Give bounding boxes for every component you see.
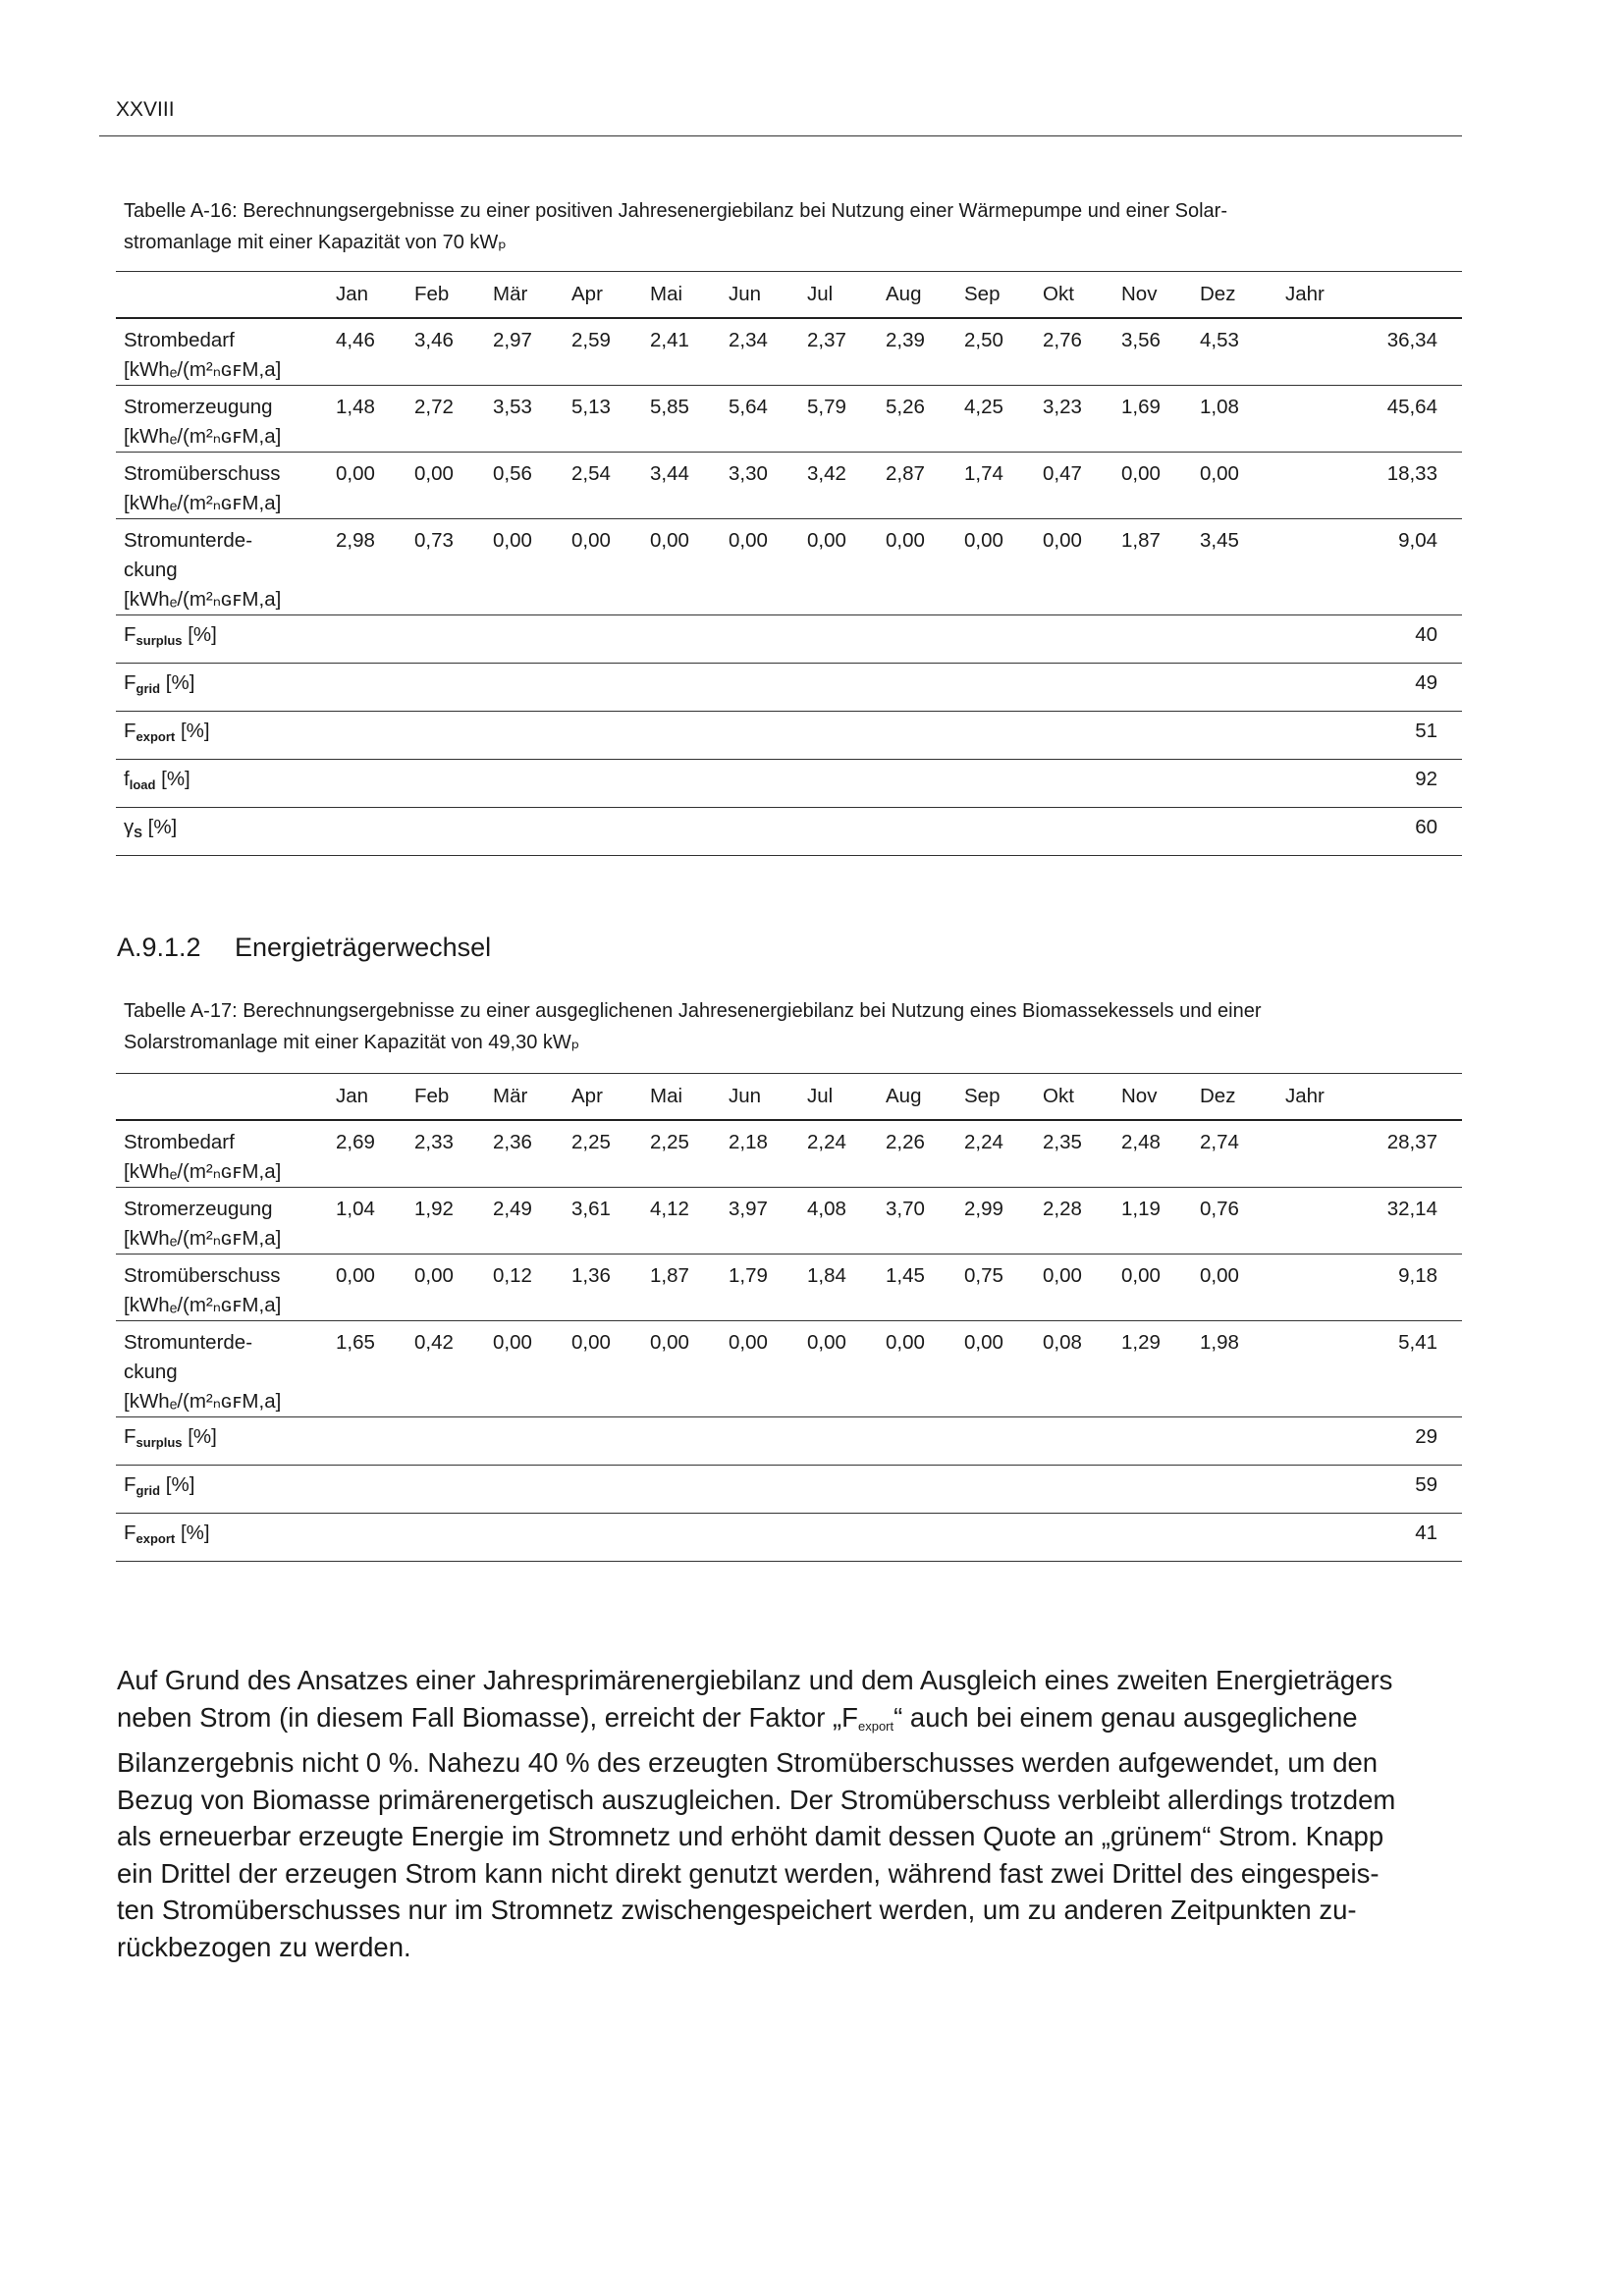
row-label-line: [kWhₑ/(m²ₙɢꜰM,a] — [124, 1294, 282, 1316]
row-label-line: [kWhₑ/(m²ₙɢꜰM,a] — [124, 425, 282, 448]
column-header: Dez — [1200, 1085, 1236, 1107]
row-label-line: Strombedarf — [124, 1131, 235, 1153]
column-header: Jul — [807, 1085, 834, 1107]
year-total-cell: 5,41 — [1398, 1331, 1437, 1354]
paragraph-line: Auf Grund des Ansatzes einer Jahresprimärenergiebilanz und dem Ausgleich eines zweiten Energieträgers — [117, 1665, 1393, 1695]
table-cell: 4,53 — [1200, 329, 1239, 351]
factor-symbol: f — [124, 768, 130, 790]
table-cell: 0,00 — [1121, 462, 1161, 485]
table-cell: 0,76 — [1200, 1198, 1239, 1220]
year-total-cell: 28,37 — [1386, 1131, 1437, 1153]
factor-label — [116, 1417, 1278, 1466]
factor-symbol: F — [124, 671, 136, 694]
row-label-line: Stromüberschuss — [124, 462, 281, 485]
column-header: Dez — [1200, 283, 1236, 305]
row-label-line: [kWhₑ/(m²ₙɢꜰM,a] — [124, 1227, 282, 1250]
table-cell: 2,28 — [1043, 1198, 1082, 1220]
row-label-line: Stromüberschuss — [124, 1264, 281, 1287]
table-cell: 2,49 — [493, 1198, 532, 1220]
factor-subscript: grid — [135, 681, 161, 696]
paragraph-subscript: export — [857, 1718, 894, 1734]
table-cell: 3,46 — [414, 329, 454, 351]
table-row — [116, 1120, 1462, 1188]
table-cell: 1,69 — [1121, 396, 1161, 418]
table-cell: 0,00 — [964, 1331, 1003, 1354]
table-cell: 5,64 — [729, 396, 768, 418]
paragraph-line — [117, 1699, 1437, 1745]
factor-unit: [%] — [155, 768, 190, 790]
table-cell: 0,56 — [493, 462, 532, 485]
row-label-line: [kWhₑ/(m²ₙɢꜰM,a] — [124, 1390, 282, 1413]
table-a16-caption — [124, 195, 1430, 258]
factor-label — [116, 1514, 1278, 1562]
row-label-line: Stromunterde- — [124, 1331, 253, 1354]
table-row — [116, 1255, 1462, 1321]
year-total-cell: 9,18 — [1398, 1264, 1437, 1287]
table-cell: 2,69 — [336, 1131, 375, 1153]
caption-line: Solarstromanlage mit einer Kapazität von 49,30 kWₚ — [124, 1032, 580, 1053]
table-cell: 2,25 — [571, 1131, 611, 1153]
table-cell: 0,00 — [571, 1331, 611, 1354]
table-cell: 1,87 — [1121, 529, 1161, 552]
table-cell: 0,00 — [336, 462, 375, 485]
factor-row — [116, 808, 1462, 856]
table-row — [116, 519, 1462, 615]
factor-value: 60 — [1415, 816, 1437, 838]
table-cell: 2,59 — [571, 329, 611, 351]
table-cell: 3,30 — [729, 462, 768, 485]
table-cell: 0,00 — [729, 529, 768, 552]
row-label — [116, 453, 336, 519]
factor-symbol: F — [124, 1522, 136, 1544]
factor-label — [116, 712, 1278, 760]
year-total-cell: 18,33 — [1386, 462, 1437, 485]
table-cell: 3,97 — [729, 1198, 768, 1220]
factor-symbol: γ — [124, 816, 135, 838]
caption-line: Tabelle A-16: Berechnungsergebnisse zu einer positiven Jahresenergiebilanz bei Nutzung einer Wärmepumpe und einer Solar- — [124, 200, 1227, 222]
table-cell: 4,08 — [807, 1198, 846, 1220]
column-header: Nov — [1121, 283, 1158, 305]
table-cell: 2,41 — [650, 329, 689, 351]
row-label-line: Stromerzeugung — [124, 1198, 273, 1220]
table-cell: 1,92 — [414, 1198, 454, 1220]
year-total-cell: 45,64 — [1386, 396, 1437, 418]
table-row — [116, 318, 1462, 386]
factor-row — [116, 760, 1462, 808]
table-cell: 2,33 — [414, 1131, 454, 1153]
factor-label — [116, 808, 1278, 856]
factor-label — [116, 664, 1278, 712]
paragraph-text: “ auch bei einem genau ausgeglichene — [893, 1701, 1358, 1733]
table-cell: 0,00 — [886, 1331, 925, 1354]
table-cell: 5,26 — [886, 396, 925, 418]
table-cell: 3,61 — [571, 1198, 611, 1220]
table-row — [116, 386, 1462, 453]
row-label — [116, 519, 336, 615]
factor-symbol: F — [124, 1473, 136, 1496]
table-cell: 0,00 — [1043, 1264, 1082, 1287]
row-label-line: Stromunterde- — [124, 529, 253, 552]
table-cell: 1,04 — [336, 1198, 375, 1220]
table-cell: 1,19 — [1121, 1198, 1161, 1220]
table-cell: 5,13 — [571, 396, 611, 418]
column-header: Mai — [650, 1085, 683, 1107]
row-label-line: [kWhₑ/(m²ₙɢꜰM,a] — [124, 358, 282, 381]
table-cell: 2,34 — [729, 329, 768, 351]
factor-subscript: surplus — [135, 1435, 183, 1450]
factor-row — [116, 1466, 1462, 1514]
table-cell: 2,26 — [886, 1131, 925, 1153]
column-header: Feb — [414, 283, 450, 305]
column-header: Okt — [1043, 283, 1074, 305]
table-cell: 2,54 — [571, 462, 611, 485]
paragraph-line: Bilanzergebnis nicht 0 %. Nahezu 40 % des erzeugten Stromüberschusses werden aufgewendet, um den — [117, 1747, 1379, 1778]
table-cell: 3,42 — [807, 462, 846, 485]
column-header: Jan — [336, 1085, 369, 1107]
caption-line: Tabelle A-17: Berechnungsergebnisse zu einer ausgeglichenen Jahresenergiebilanz bei Nutzung eines Biomassekessels und einer — [124, 1000, 1262, 1022]
table-cell: 5,85 — [650, 396, 689, 418]
row-label — [116, 1255, 336, 1321]
table-cell: 0,73 — [414, 529, 454, 552]
table-cell: 0,00 — [886, 529, 925, 552]
table-cell: 1,45 — [886, 1264, 925, 1287]
table-cell: 0,00 — [1200, 462, 1239, 485]
row-label — [116, 386, 336, 453]
table-cell: 1,36 — [571, 1264, 611, 1287]
column-header: Nov — [1121, 1085, 1158, 1107]
table-cell: 0,00 — [1200, 1264, 1239, 1287]
table-cell: 0,00 — [493, 529, 532, 552]
factor-subscript: export — [135, 1531, 176, 1546]
section-heading — [117, 933, 491, 963]
body-paragraph — [117, 1662, 1437, 1965]
table-cell: 0,00 — [729, 1331, 768, 1354]
column-header: Apr — [571, 283, 603, 305]
table-cell: 0,00 — [493, 1331, 532, 1354]
column-header: Feb — [414, 1085, 450, 1107]
table-header-row — [116, 1074, 1462, 1121]
table-cell: 0,00 — [571, 529, 611, 552]
column-header: Jul — [807, 283, 834, 305]
factor-unit: [%] — [160, 1473, 195, 1496]
table-cell: 0,00 — [650, 529, 689, 552]
table-cell: 4,46 — [336, 329, 375, 351]
factor-subscript: load — [129, 777, 156, 792]
section-number: A.9.1.2 — [117, 933, 201, 962]
table-cell: 0,00 — [1043, 529, 1082, 552]
table-cell: 2,24 — [964, 1131, 1003, 1153]
factor-value: 49 — [1415, 671, 1437, 694]
table-cell: 2,74 — [1200, 1131, 1239, 1153]
table-cell: 2,39 — [886, 329, 925, 351]
row-label — [116, 318, 336, 386]
row-label-line: [kWhₑ/(m²ₙɢꜰM,a] — [124, 1160, 282, 1183]
table-cell: 1,29 — [1121, 1331, 1161, 1354]
table-cell: 3,44 — [650, 462, 689, 485]
row-label-line: Strombedarf — [124, 329, 235, 351]
row-label-line: Stromerzeugung — [124, 396, 273, 418]
table-cell: 0,00 — [650, 1331, 689, 1354]
paragraph-text: neben Strom (in diesem Fall Biomasse), erreicht der Faktor „F — [117, 1701, 858, 1733]
table-cell: 0,42 — [414, 1331, 454, 1354]
column-header: Jahr — [1285, 283, 1325, 305]
table-cell: 2,99 — [964, 1198, 1003, 1220]
table-cell: 3,56 — [1121, 329, 1161, 351]
factor-value: 29 — [1415, 1425, 1437, 1448]
table-a16 — [116, 271, 1462, 856]
table-cell: 5,79 — [807, 396, 846, 418]
table-cell: 2,97 — [493, 329, 532, 351]
table-cell: 0,00 — [1121, 1264, 1161, 1287]
paragraph-line: ein Drittel der erzeugen Strom kann nicht direkt genutzt werden, während fast zwei Drittel des eingespeis- — [117, 1857, 1380, 1889]
column-header: Jun — [729, 1085, 762, 1107]
column-header: Jun — [729, 283, 762, 305]
factor-value: 40 — [1415, 623, 1437, 646]
table-cell: 1,79 — [729, 1264, 768, 1287]
table-cell: 0,00 — [807, 1331, 846, 1354]
factor-symbol: F — [124, 720, 136, 742]
column-header: Aug — [886, 283, 922, 305]
factor-subscript: surplus — [135, 633, 183, 648]
factor-subscript: S — [134, 826, 142, 840]
table-cell: 0,00 — [414, 462, 454, 485]
table-cell: 2,18 — [729, 1131, 768, 1153]
table-cell: 0,00 — [414, 1264, 454, 1287]
table-cell: 4,25 — [964, 396, 1003, 418]
factor-label — [116, 760, 1278, 808]
row-label-line: [kWhₑ/(m²ₙɢꜰM,a] — [124, 492, 282, 514]
paragraph-line: als erneuerbar erzeugte Energie im Stromnetz und erhöht damit dessen Quote an „grünem“ Strom. Knapp — [117, 1821, 1384, 1851]
table-cell: 2,48 — [1121, 1131, 1161, 1153]
column-header: Mai — [650, 283, 683, 305]
year-total-cell: 9,04 — [1398, 529, 1437, 552]
column-header: Okt — [1043, 1085, 1074, 1107]
paragraph-line: rückbezogen zu werden. — [117, 1931, 411, 1962]
page-header — [99, 94, 1462, 136]
column-header: Apr — [571, 1085, 603, 1107]
factor-unit: [%] — [141, 816, 178, 838]
table-row — [116, 1188, 1462, 1255]
table-cell: 2,50 — [964, 329, 1003, 351]
row-label-line: ckung — [124, 559, 178, 581]
table-cell: 3,45 — [1200, 529, 1239, 552]
table-cell: 1,98 — [1200, 1331, 1239, 1354]
factor-symbol: F — [124, 1425, 136, 1448]
factor-subscript: grid — [135, 1483, 161, 1498]
table-cell: 2,76 — [1043, 329, 1082, 351]
factor-row — [116, 1514, 1462, 1562]
row-label — [116, 1120, 336, 1188]
table-cell: 3,53 — [493, 396, 532, 418]
factor-value: 41 — [1415, 1522, 1437, 1544]
column-header: Jan — [336, 283, 369, 305]
table-cell: 2,87 — [886, 462, 925, 485]
table-cell: 1,48 — [336, 396, 375, 418]
table-row — [116, 1321, 1462, 1417]
table-cell: 2,24 — [807, 1131, 846, 1153]
table-cell: 0,75 — [964, 1264, 1003, 1287]
factor-row — [116, 615, 1462, 664]
page-number: XXVIII — [116, 98, 175, 121]
table-a17 — [116, 1073, 1462, 1562]
table-cell: 1,74 — [964, 462, 1003, 485]
paragraph-line: Bezug von Biomasse primärenergetisch auszugleichen. Der Stromüberschuss verbleibt allerdings trotzdem — [117, 1784, 1396, 1815]
factor-unit: [%] — [182, 623, 217, 646]
year-total-cell: 32,14 — [1386, 1198, 1437, 1220]
factor-unit: [%] — [175, 720, 210, 742]
table-cell: 2,25 — [650, 1131, 689, 1153]
table-cell: 1,08 — [1200, 396, 1239, 418]
factor-label — [116, 615, 1278, 664]
paragraph-line: ten Stromüberschusses nur im Stromnetz zwischengespeichert werden, um zu anderen Zeitpunkten zu- — [117, 1895, 1357, 1925]
column-header: Sep — [964, 1085, 1001, 1107]
table-cell: 0,00 — [336, 1264, 375, 1287]
factor-value: 51 — [1415, 720, 1437, 742]
table-cell: 2,35 — [1043, 1131, 1082, 1153]
header-empty-cell — [116, 272, 336, 319]
column-header: Aug — [886, 1085, 922, 1107]
table-cell: 2,98 — [336, 529, 375, 552]
table-cell: 2,36 — [493, 1131, 532, 1153]
column-header: Mär — [493, 283, 528, 305]
factor-symbol: F — [124, 623, 136, 646]
table-cell: 1,65 — [336, 1331, 375, 1354]
factor-unit: [%] — [160, 671, 195, 694]
factor-row — [116, 664, 1462, 712]
column-header: Mär — [493, 1085, 528, 1107]
table-cell: 0,47 — [1043, 462, 1082, 485]
factor-unit: [%] — [182, 1425, 217, 1448]
table-cell: 0,12 — [493, 1264, 532, 1287]
factor-subscript: export — [135, 729, 176, 744]
factor-label — [116, 1466, 1278, 1514]
header-empty-cell — [116, 1074, 336, 1121]
table-cell: 2,37 — [807, 329, 846, 351]
factor-value: 59 — [1415, 1473, 1437, 1496]
table-cell: 1,84 — [807, 1264, 846, 1287]
table-cell: 0,00 — [807, 529, 846, 552]
column-header: Jahr — [1285, 1085, 1325, 1107]
row-label — [116, 1321, 336, 1417]
table-cell: 3,70 — [886, 1198, 925, 1220]
caption-line: stromanlage mit einer Kapazität von 70 kWₚ — [124, 232, 507, 253]
section-title: Energieträgerwechsel — [235, 933, 492, 962]
table-a17-caption — [124, 995, 1430, 1058]
column-header: Sep — [964, 283, 1001, 305]
table-cell: 1,87 — [650, 1264, 689, 1287]
factor-row — [116, 712, 1462, 760]
table-cell: 0,00 — [964, 529, 1003, 552]
table-row — [116, 453, 1462, 519]
year-total-cell: 36,34 — [1386, 329, 1437, 351]
table-cell: 4,12 — [650, 1198, 689, 1220]
table-cell: 0,08 — [1043, 1331, 1082, 1354]
row-label-line: ckung — [124, 1361, 178, 1383]
factor-row — [116, 1417, 1462, 1466]
row-label-line: [kWhₑ/(m²ₙɢꜰM,a] — [124, 588, 282, 611]
table-cell: 3,23 — [1043, 396, 1082, 418]
factor-value: 92 — [1415, 768, 1437, 790]
factor-unit: [%] — [175, 1522, 210, 1544]
table-header-row — [116, 272, 1462, 319]
row-label — [116, 1188, 336, 1255]
table-cell: 2,72 — [414, 396, 454, 418]
